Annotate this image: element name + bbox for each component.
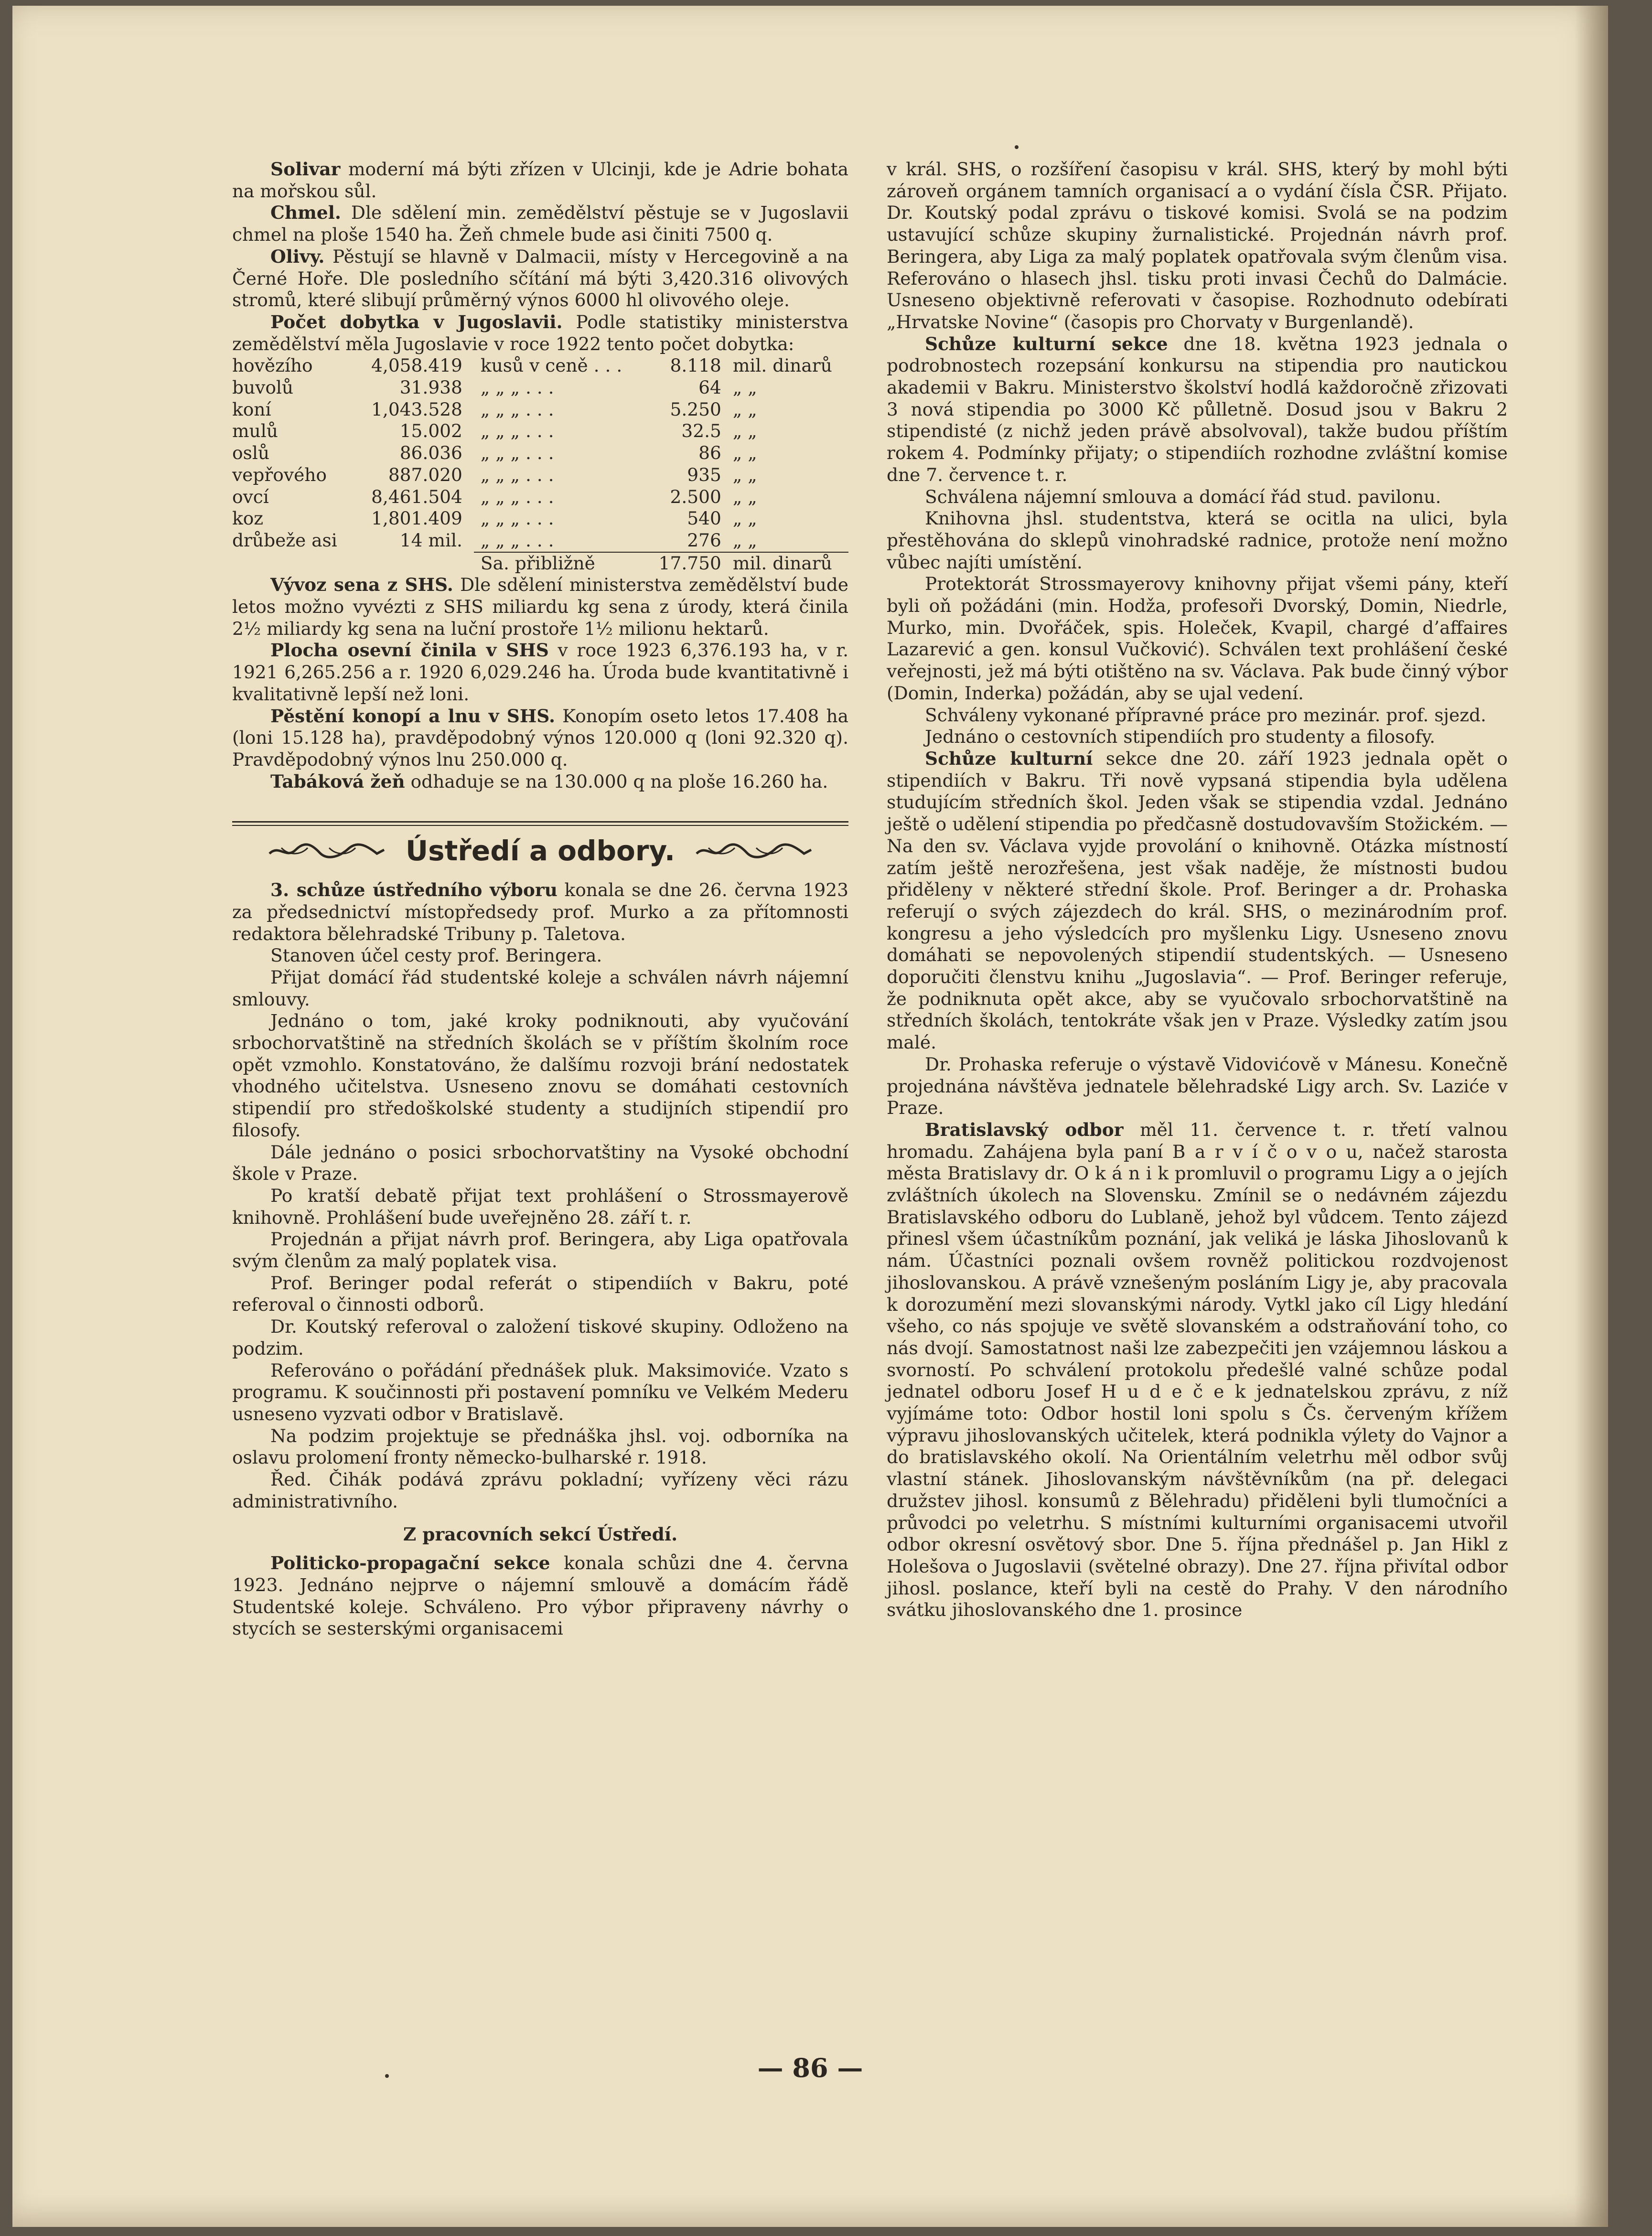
right-paragraphs	[887, 159, 1508, 1621]
paragraph	[232, 1316, 848, 1359]
left-paragraphs-2	[232, 574, 848, 792]
paragraph-lead: Tabáková žeň	[270, 770, 405, 792]
paragraph-text: dne 18. května 1923 jednala o podrobnostech rozepsání konkursu na stipendia pro nautickou akademii v Bakru. Ministerstvo školství hodlá každoročně zřizovati 3 nová stipendia po 3000 Kč půlletně. Dosud jsou v Bakru 2 stipendisté (z nichž jeden právě absolvoval), takže budou příštím rokem 4. Podmínky přijaty; o stipendiích rozhodne zvláštní komise dne 7. července t. r.	[887, 333, 1508, 485]
paragraph-text: Jednáno o tom, jaké kroky podniknouti, aby vyučování srbochorvatštině na středních školách se v příštím školním roce opět vzmohlo. Konstatováno, že dalšímu rozvoji brání nedostatek vhodného učitelstva. Usneseno znovu se domáhati cestovních stipendií pro středoškolské studenty a studijních stipendií pro filosofy.	[232, 1010, 848, 1141]
paragraph	[232, 771, 848, 793]
paragraph-text: Referováno o pořádání přednášek pluk. Maksimoviće. Vzato s programu. K součinnosti při postavení pomníku ve Velkém Mederu usneseno vyzvati odbor v Bratislavě.	[232, 1359, 848, 1424]
paragraph	[887, 748, 1508, 1054]
paragraph	[232, 706, 848, 771]
paragraph	[232, 945, 848, 967]
table-cell: „ „	[732, 377, 757, 398]
paragraph-lead: Schůze kulturní	[925, 748, 1093, 769]
left-column	[232, 159, 848, 1640]
paragraph-text: Protektorát Strossmayerovy knihovny přijat všemi pány, kteří byli oň požádáni (min. Hodža, profesoři Dvorský, Domin, Niedrle, Murko, min. Dvořáček, spis. Holeček, Kvapil, chargé d’affaires Lazarević a gen. konsul Vučković). Schválen text prohlášení české veřejnosti, jež má býti otištěno na sv. Václava. Pak bude činný výbor (Domin, Inderka) požádán, aby se ujal vedení.	[887, 573, 1508, 704]
paragraph	[232, 1229, 848, 1272]
paragraph	[232, 1273, 848, 1316]
paragraph	[232, 159, 848, 202]
table-cell: 4,058.419	[371, 355, 462, 376]
table-total-cell: mil. dinarů	[733, 552, 848, 575]
table-cell: „ „	[732, 508, 757, 529]
table-row	[232, 508, 848, 530]
table-cell: 86.036	[399, 442, 462, 464]
section-header	[232, 834, 848, 867]
table-cell: 1,043.528	[371, 398, 462, 420]
table-cell: koní	[232, 398, 271, 420]
paragraph-text: Po kratší debatě přijat text prohlášení o Strossmayerově knihovně. Prohlášení bude uveřejněno 28. září t. r.	[232, 1185, 848, 1228]
paragraph-text: Dle sdělení ministerstva zemědělství bude letos možno vyvézti z SHS miliardu kg sena z úrody, která činila 2½ miliardy kg sena na luční prostoře 1½ milionu hektarů.	[232, 574, 848, 639]
paragraph-text: sekce dne 20. září 1923 jednala opět o stipendiích v Bakru. Tři nově vypsaná stipendia byla udělena studujícím středních škol. Jeden však se stipendia vzdal. Jednáno ještě o udělení stipendia po předčasně dostudovavším Stožickém. — Na den sv. Václava vyjde provolání o knihovně. Otázka místností zatím ještě nerozřešena, jest však naděje, že místnosti budou přiděleny v některé střední škole. Prof. Beringer a dr. Prohaska referují o svých zájezdech do král. SHS, o mezinárodním prof. kongresu a jeho výsledcích pro myšlenku Ligy. Usneseno znovu domáhati se nepovolených stipendií studentských. — Usneseno doporučiti členstvu knihu „Jugoslavia“. — Prof. Beringer referuje, že podniknuta opět akce, aby se vyučovalo srbochorvatštině na středních školách, tentokráte však jen v Praze. Výsledky zatím jsou malé.	[887, 748, 1508, 1053]
paragraph-text: Schválena nájemní smlouva a domácí řád stud. pavilonu.	[925, 486, 1441, 507]
paragraph	[232, 1010, 848, 1141]
table-cell: „ „	[732, 464, 757, 485]
table-cell: hovězího	[232, 355, 313, 376]
table-cell: 540	[687, 508, 721, 529]
divider-rule-top	[232, 821, 848, 823]
paragraph	[232, 1360, 848, 1425]
section-divider	[232, 821, 848, 867]
table-cell: 276	[687, 529, 721, 551]
table-cell: 64	[698, 377, 721, 398]
table-cell: „ „	[732, 529, 757, 551]
paragraph	[232, 311, 848, 355]
table-cell: 86	[698, 442, 721, 464]
right-column	[887, 159, 1508, 1621]
table-cell: „ „	[732, 398, 757, 420]
paragraph-text: Schváleny vykonané přípravné práce pro mezinár. prof. sjezd.	[925, 704, 1487, 726]
paragraph-text: měl 11. července t. r. třetí valnou hromadu. Zahájena byla paní B a r v í č o v o u, načež starosta města Bratislavy dr. O k á n i k promluvil o programu Ligy a o jejích zvláštních úkolech na Slovensku. Zmínil se o nedávném zájezdu Bratislavského odboru do Lublaně, jehož byl vůdcem. Tento zájezd přinesl všem účastníkům poznání, jak veliká je láska Jihoslovanů k nám. Účastníci poznali ovšem rovněž politickou rozdvojenost jihoslovanskou. A právě vznešeným posláním Ligy je, aby pracovala k dorozumění mezi slovanskými národy. Vytkl jako cíl Ligy hledání všeho, co nás spojuje ve světě slovanském a odstraňování toho, co nás dvojí. Samostatnost naši lze zabezpečiti jen vzájemnou láskou a svorností. Po schválení protokolu předešlé valné schůze podal jednatel odboru Josef H u d e č e k jednatelskou zprávu, z níž vyjímáme toto: Odbor hostil loni spolu s Čs. červeným křížem výpravu jihoslovanských učitelek, která podnikla výlety do Vajnor a do bratislavského okolí. Na Orientálním veletrhu měl odbor svůj vlastní stánek. Jihoslovanským návštěvníkům (na př. delegaci družstev jihosl. konsumů z Bělehradu) přiděleni byli tlumočníci a průvodci po veletrhu. S místními kulturními organisacemi utvořil odbor okresní osvětový sbor. Dne 5. října přednášel p. Jan Hikl z Holešova o Jugoslavii (světelné obrazy). Dne 27. října přivítal odbor jihosl. poslance, kteří byli na cestě do Prahy. V den národního svátku jihoslovanského dne 1. prosince	[887, 1119, 1508, 1621]
paragraph-lead: Počet dobytka v Jugoslavii.	[270, 311, 563, 332]
table-cell: vepřového	[232, 464, 327, 485]
table-cell: ovcí	[232, 486, 269, 507]
page-spine-shadow	[1575, 6, 1608, 2227]
table-cell: kusů v ceně . . .	[480, 355, 622, 376]
paragraph-text: Přijat domácí řád studentské koleje a schválen návrh nájemní smlouvy.	[232, 966, 848, 1010]
table-row	[232, 399, 848, 421]
paragraph-text: Řed. Čihák podává zprávu pokladní; vyřízeny věci rázu administrativního.	[232, 1469, 848, 1512]
paragraph	[887, 159, 1508, 333]
table-cell: 1,801.409	[371, 508, 462, 529]
table-cell: 935	[687, 464, 721, 485]
table-cell: mil. dinarů	[732, 355, 832, 376]
paragraph-text: Projednán a přijat návrh prof. Beringera, aby Liga opatřovala svým členům za malý poplatek visa.	[232, 1229, 848, 1272]
table-total-cell: Sa. přibližně	[474, 552, 646, 575]
paragraph-lead: Pěstění konopí a lnu v SHS.	[270, 705, 556, 727]
table-cell: drůbeže asi	[232, 530, 337, 551]
ornament-left-icon	[267, 843, 386, 859]
table-cell: 32.5	[681, 420, 721, 442]
table-cell: oslů	[232, 442, 269, 464]
paragraph-text: konala schůzi dne 4. června 1923. Jednáno nejprve o nájemní smlouvě a domácím řádě Studentské koleje. Schváleno. Pro výbor připraveny návrhy o stycích se sesterskými organisacemi	[232, 1552, 848, 1639]
ink-speck	[1015, 145, 1019, 149]
paragraph-lead: Olivy.	[270, 246, 325, 267]
table-total-cell: 17.750	[646, 552, 733, 575]
left-paragraphs-1	[232, 159, 848, 355]
paragraph-text: Jednáno o cestovních stipendiích pro studenty a filosofy.	[925, 726, 1436, 748]
table-cell: 2.500	[670, 486, 721, 507]
paragraph-text: Pěstují se hlavně v Dalmacii, místy v Hercegovině a na Černé Hoře. Dle posledního sčítání má býti 3,420.316 olivových stromů, které slibují průměrný výnos 6000 hl olivového oleje.	[232, 246, 848, 311]
paragraph	[232, 1469, 848, 1512]
table-row	[232, 420, 848, 442]
ornament-right-icon	[694, 843, 814, 859]
paragraph-text: Knihovna jhsl. studentstva, která se ocitla na ulici, byla přestěhována do sklepů vinohradské radnice, protože není možno vůbec najíti umístění.	[887, 508, 1508, 573]
paragraph	[232, 879, 848, 945]
paragraph	[232, 202, 848, 246]
paragraph	[887, 508, 1508, 573]
table-cell: „ „	[732, 442, 757, 464]
section-title: Ústředí a odbory.	[405, 834, 676, 867]
subheading: Z pracovních sekcí Ústředí.	[403, 1524, 678, 1545]
table-cell: „ „ „ . . .	[480, 486, 554, 507]
paragraph-lead: Solivar	[270, 159, 341, 180]
table-cell: „ „ „ . . .	[480, 420, 554, 442]
paragraph	[887, 333, 1508, 486]
table-row	[232, 355, 848, 377]
table-cell: „ „ „ . . .	[480, 508, 554, 529]
table-cell: „ „ „ . . .	[480, 464, 554, 485]
paragraph-text: Na podzim projektuje se přednáška jhsl. voj. odborníka na oslavu prolomení fronty německo-bulharské r. 1918.	[232, 1425, 848, 1468]
paragraph	[232, 574, 848, 640]
table-row	[232, 442, 848, 464]
paragraph	[887, 1119, 1508, 1621]
paragraph	[232, 1425, 848, 1469]
paragraph-text: Dr. Koutský referoval o založení tiskové skupiny. Odloženo na podzim.	[232, 1316, 848, 1359]
table-total-row	[232, 552, 848, 575]
table-cell: „ „ „ . . .	[480, 529, 554, 551]
table-cell: buvolů	[232, 377, 294, 398]
table-row	[232, 377, 848, 399]
divider-rule-bottom	[232, 825, 848, 826]
left-paragraphs-3	[232, 879, 848, 1512]
paragraph-text: Dle sdělení min. zemědělství pěstuje se v Jugoslavii chmel na ploše 1540 ha. Žeň chmele bude asi činiti 7500 q.	[232, 202, 848, 246]
paragraph	[232, 967, 848, 1010]
paragraph	[232, 1552, 848, 1640]
paragraph-lead: Chmel.	[270, 202, 341, 224]
paragraph-lead: Vývoz sena z SHS.	[270, 574, 453, 596]
paragraph-lead: Schůze kulturní sekce	[925, 333, 1168, 354]
table-cell: 5.250	[670, 398, 721, 420]
paragraph	[887, 486, 1508, 508]
table-cell: 8.118	[670, 355, 721, 376]
table-row	[232, 464, 848, 486]
paragraph-text: moderní má býti zřízen v Ulcinji, kde je Adrie bohata na mořskou sůl.	[232, 159, 848, 202]
table-row	[232, 530, 848, 552]
table-cell: 15.002	[399, 420, 462, 442]
paragraph-text: v král. SHS, o rozšíření časopisu v král. SHS, který by mohl býti zároveň orgánem tamních organisací a o vydání čísla ČSR. Přijato. Dr. Koutský podal zprávu o tiskové komisi. Svolá se na podzim ustavující schůze skupiny žurnalistické. Projednán návrh prof. Beringera, aby Liga za malý poplatek opatřovala svým členům visa. Referováno o hlasech jhsl. tisku proti invasi Čechů do Dalmácie. Usneseno objektivně referovati v časopise. Rozhodnuto odebírati „Hrvatske Novine“ (časopis pro Chorvaty v Burgenlandě).	[887, 159, 1508, 332]
table-cell: 31.938	[399, 377, 462, 398]
paragraph	[232, 1185, 848, 1229]
left-paragraphs-4	[232, 1552, 848, 1640]
paragraph-lead: Plocha osevní činila v SHS	[270, 640, 549, 661]
paragraph-text: Konopím oseto letos 17.408 ha (loni 15.128 ha), pravděpodobný výnos 120.000 q (loni 92.320 q). Pravděpodobný výnos lnu 250.000 q.	[232, 705, 849, 770]
paragraph-lead: Politicko-propagační sekce	[270, 1552, 550, 1574]
table-cell: „ „ „ . . .	[480, 398, 554, 420]
paragraph-text: odhaduje se na 130.000 q na ploše 16.260 ha.	[405, 770, 828, 792]
table-cell	[232, 552, 474, 575]
paragraph-text: Dále jednáno o posici srbochorvatštiny na Vysoké obchodní škole v Praze.	[232, 1141, 848, 1185]
table-cell: 14 mil.	[399, 530, 462, 551]
paragraph	[232, 1142, 848, 1185]
table-cell: „ „ „ . . .	[480, 377, 554, 398]
paragraph	[232, 246, 848, 311]
paragraph-text: v roce 1923 6,376.193 ha, v r. 1921 6,265.256 a r. 1920 6,029.246 ha. Úroda bude kvantitativně i kvalitativně lepší než loni.	[232, 640, 848, 705]
paragraph-text: Prof. Beringer podal referát o stipendiích v Bakru, poté referoval o činnosti odborů.	[232, 1272, 848, 1316]
table-cell: „ „	[732, 420, 757, 442]
table-cell: 887.020	[388, 464, 462, 485]
table-cell: „ „	[732, 486, 757, 507]
paragraph-text: Podle statistiky ministerstva zemědělství měla Jugoslavie v roce 1922 tento počet dobytka:	[232, 311, 848, 354]
paragraph	[887, 1054, 1508, 1119]
paragraph	[887, 726, 1508, 748]
paragraph	[887, 573, 1508, 704]
table-cell: koz	[232, 508, 264, 529]
paragraph-text: Dr. Prohaska referuje o výstavě Vidovićově v Mánesu. Konečně projednána návštěva jednatele bělehradské Ligy arch. Sv. Laziće v Praze.	[887, 1053, 1508, 1119]
paragraph	[887, 705, 1508, 727]
paragraph-lead: Bratislavský odbor	[925, 1119, 1124, 1140]
paragraph	[232, 640, 848, 705]
page-number: — 86 —	[757, 2053, 863, 2083]
table-cell: 8,461.504	[371, 486, 462, 507]
table-cell: mulů	[232, 420, 278, 442]
table-row	[232, 486, 848, 508]
cattle-table	[232, 355, 848, 574]
paragraph-text: Stanoven účel cesty prof. Beringera.	[270, 945, 602, 966]
table-cell: „ „ „ . . .	[480, 442, 554, 464]
paragraph-text: konala se dne 26. června 1923 za předsednictví místopředsedy prof. Murko a za přítomnosti redaktora bělehradské Tribuny p. Taletova.	[232, 879, 848, 944]
paragraph-lead: 3. schůze ústředního výboru	[270, 879, 558, 901]
page	[12, 6, 1608, 2227]
